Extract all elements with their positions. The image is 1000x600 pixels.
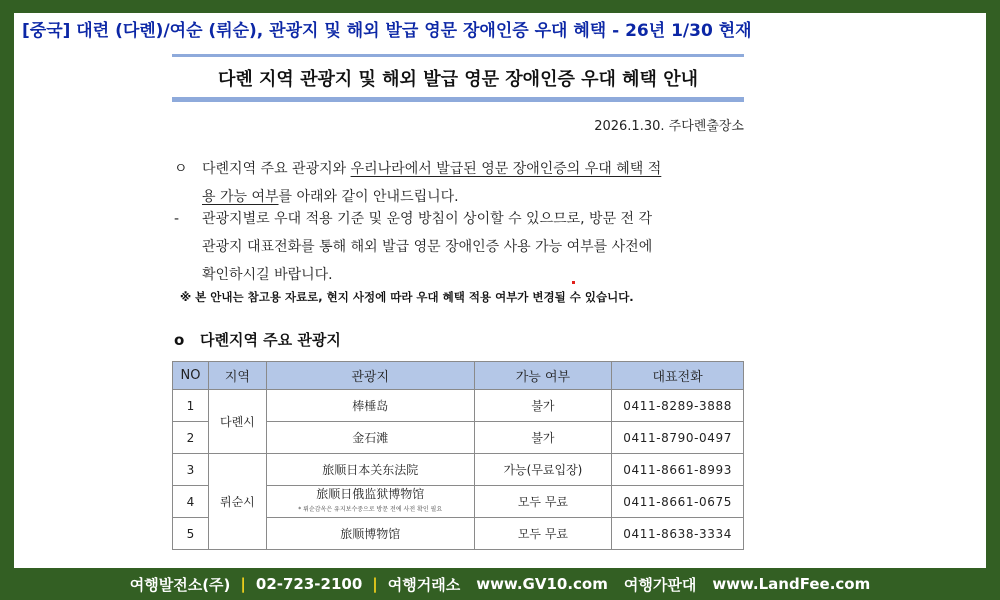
availability-cell: 가능(무료입장) — [474, 454, 612, 486]
row-no: 2 — [173, 422, 209, 454]
row-no: 1 — [173, 390, 209, 422]
footer-exchange-link[interactable]: www.GV10.com — [476, 575, 608, 593]
footer-exchange-label: 여행거래소 — [387, 575, 461, 594]
attraction-name: 棒棰岛 — [266, 390, 474, 422]
footer-phone: 02-723-2100 — [255, 575, 363, 593]
notice-text: ※ 본 안내는 참고용 자료로, 현지 사정에 따라 우대 혜택 적용 여부가 변경될 수 있습니다. — [180, 290, 634, 304]
footer-bar — [0, 568, 1000, 600]
phone-cell: 0411-8661-8993 — [612, 454, 744, 486]
detail-line3: 확인하시길 바랍니다. — [202, 267, 333, 283]
footer-separator: | — [372, 575, 378, 593]
table-row — [173, 454, 744, 486]
detail-line1: 관광지별로 우대 적용 기준 및 운영 방침이 상이할 수 있으므로, 방문 전 각 — [202, 211, 653, 227]
header-attraction: 관광지 — [266, 362, 474, 390]
red-dot-mark — [572, 281, 575, 284]
section-heading — [174, 329, 341, 350]
table-header-row — [173, 362, 744, 390]
detail-line2: 관광지 대표전화를 통해 해외 발급 영문 장애인증 사용 가능 여부를 사전에 — [202, 239, 653, 255]
footer-separator: | — [240, 575, 246, 593]
intro-line1-plain: 다롄지역 주요 관광지와 — [202, 161, 351, 177]
document-date: 2026.1.30. 주다롄출장소 — [594, 119, 744, 134]
header-no: NO — [173, 362, 209, 390]
section-marker: o — [174, 331, 185, 349]
document-title: 다롄 지역 관광지 및 해외 발급 영문 장애인증 우대 혜택 안내 — [218, 69, 698, 90]
detail-marker: - — [174, 211, 180, 227]
table-row — [173, 390, 744, 422]
attractions-table — [172, 361, 744, 550]
availability-cell: 모두 무료 — [474, 486, 612, 518]
attraction-name: 旅顺日本关东法院 — [266, 454, 474, 486]
header-region: 지역 — [208, 362, 266, 390]
header-phone: 대표전화 — [612, 362, 744, 390]
footer-company: 여행발전소(주) — [129, 575, 231, 594]
section-title: 다롄지역 주요 관광지 — [200, 331, 341, 349]
top-banner — [14, 13, 986, 43]
intro-line2-underlined: 용 가능 여부 — [202, 189, 279, 205]
document-panel — [14, 43, 986, 568]
title-rule-top — [172, 54, 744, 57]
attraction-name: 旅顺博物馆 — [266, 518, 474, 550]
intro-paragraph — [174, 155, 754, 211]
row-no: 4 — [173, 486, 209, 518]
attraction-name: 金石滩 — [266, 422, 474, 454]
footer-price-link[interactable]: www.LandFee.com — [712, 575, 871, 593]
availability-cell: 불가 — [474, 390, 612, 422]
banner-title: [중국] 대련 (다롄)/여순 (뤼순), 관광지 및 해외 발급 영문 장애인증 우대 혜택 - 26년 1/30 현재 — [22, 20, 752, 41]
row-no: 3 — [173, 454, 209, 486]
row-no: 5 — [173, 518, 209, 550]
detail-paragraph — [174, 205, 754, 289]
phone-cell: 0411-8790-0497 — [612, 422, 744, 454]
phone-cell: 0411-8661-0675 — [612, 486, 744, 518]
availability-cell: 불가 — [474, 422, 612, 454]
phone-cell: 0411-8638-3334 — [612, 518, 744, 550]
intro-line2-plain: 를 아래와 같이 안내드립니다. — [278, 189, 459, 205]
intro-marker: ㅇ — [174, 161, 188, 177]
attraction-name: 旅顺日俄监狱博物馆 — [316, 486, 425, 501]
region-cell: 다롄시 — [208, 390, 266, 454]
footer-price-label: 여행가판대 — [623, 575, 697, 594]
availability-cell: 모두 무료 — [474, 518, 612, 550]
intro-line1-underlined: 우리나라에서 발급된 영문 장애인증의 우대 혜택 적 — [350, 161, 662, 177]
region-cell: 뤼순시 — [208, 454, 266, 550]
phone-cell: 0411-8289-3888 — [612, 390, 744, 422]
attraction-name-cell — [266, 486, 474, 518]
attraction-note: * 뤼순감옥은 유지보수중으로 방문 전에 사전 확인 필요 — [298, 505, 443, 513]
header-availability: 가능 여부 — [474, 362, 612, 390]
title-rule-bottom — [172, 97, 744, 102]
